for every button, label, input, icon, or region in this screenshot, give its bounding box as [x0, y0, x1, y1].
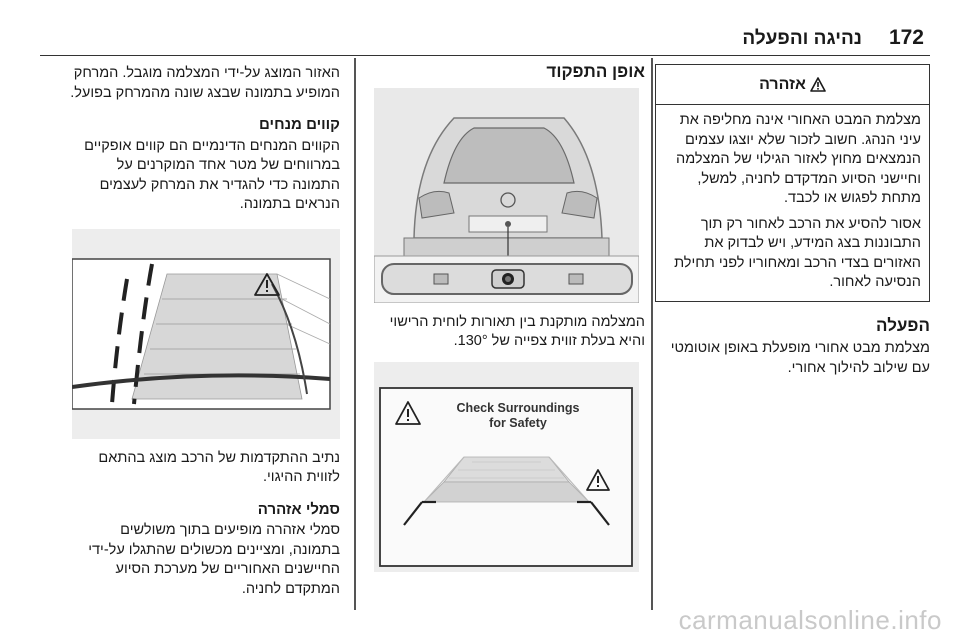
- guidelines-text: הקווים המנחים הדינמיים הם קווים אופקיים במרווחים של מטר אחד המוקרנים על התמונה כדי להגדיר את המרחק לעצמים הנראים בתמונה.: [84, 137, 340, 212]
- camera-caption: המצלמה מותקנת בין תאורות לוחית הרישוי והיא בעלת זווית צפייה של 130°.: [389, 313, 645, 349]
- car-rear-icon: [374, 88, 639, 303]
- warning-box-title: אזהרה: [759, 75, 806, 93]
- figure-caption: נתיב ההתקדמות של הרכב מוצג בהתאם לזווית ההיגוי.: [98, 449, 340, 485]
- right-column: [655, 58, 930, 378]
- car-rear-camera-illustration: [374, 88, 639, 303]
- watermark: carmanualsonline.info: [678, 605, 942, 635]
- view-limit-text: האזור המוצג על-ידי המצלמה מוגבל. המרחק המופיע בתמונה שבצג שונה מהמרחק בפועל.: [70, 65, 340, 101]
- page-header: [40, 22, 930, 56]
- section-title-function: אופן התפקוד: [546, 62, 645, 81]
- warning-box-header: [656, 65, 929, 105]
- section-title-guidelines: קווים מנחים: [259, 116, 340, 133]
- section-title-warning-symbols: סמלי אזהרה: [257, 500, 340, 518]
- column-divider: [651, 58, 653, 610]
- section-title-activation: הפעלה: [876, 315, 930, 335]
- page-title: נהיגה והפעלה: [742, 28, 862, 49]
- rear-view-display-illustration: [374, 362, 639, 572]
- warning-box-body: [656, 105, 929, 301]
- warning-triangle-icon: [810, 77, 826, 92]
- warning-symbols-text-body: סמלי אזהרה מופיעים בתוך משולשים בתמונה, ומציינים מכשולים שהתגלו על-ידי החיישנים האחוריים של מערכת הסיוע המתקדם לחניה.: [88, 522, 340, 597]
- left-column: [70, 58, 340, 599]
- display-warning-line2: for Safety: [489, 415, 547, 430]
- column-divider: [354, 58, 356, 610]
- guidelines-illustration: [72, 229, 340, 439]
- display-warning-line1: Check Surroundings: [456, 400, 580, 415]
- warning-symbols-text: [70, 521, 340, 599]
- activation-text: מצלמת מבט אחורי מופעלת באופן אוטומטי עם שילוב להילוך אחורי.: [670, 340, 930, 376]
- warning-box: [655, 64, 930, 302]
- warning-paragraph: אסור להסיע את הרכב לאחור רק תוך התבוננות בצג המידע, ויש לבדוק את האזורים בצדי הרכב ומאחוריו לפני תחילת הנסיעה לאחור.: [674, 215, 921, 290]
- page-number: 172: [888, 26, 924, 49]
- middle-column: [365, 58, 645, 572]
- warning-paragraph: מצלמת המבט האחורי אינה מחליפה את עיני הנהג. חשוב לזכור שלא יוצגו עצמים הנמצאים מחוץ לאזור הגילוי של המצלמה וחיישני הסיוע המדקדם לחניה, למשל, מתחת לפגוש או לכבד.: [676, 112, 921, 206]
